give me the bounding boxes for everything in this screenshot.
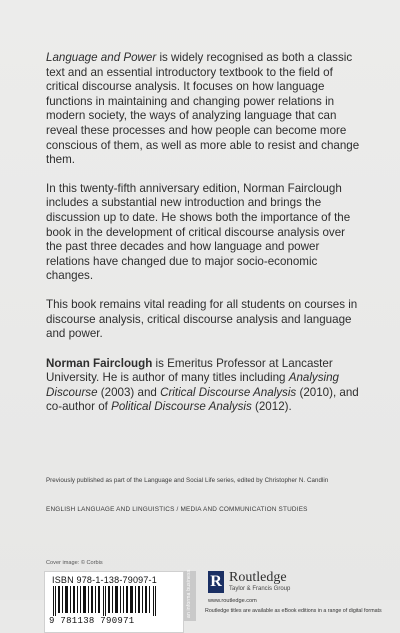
author-book-1: Analysing Discourse [46,371,339,399]
author-book-2: Critical Discourse Analysis [160,385,297,399]
informa-tagline: an informa business [186,569,192,618]
subject-category: ENGLISH LANGUAGE AND LINGUISTICS / MEDIA AND COMMUNICATION STUDIES [46,506,308,513]
blurb-paragraph-2: In this twenty-fifth anniversary edition, Norman Fairclough includes a substantial new introduction and brings the discussion up to date. He shows both the importance of the book in the development of critical discourse analysis over the past three decades and how language and power relations have changed due to major socio-economic changes. [46,181,351,283]
publisher-block [208,571,358,611]
routledge-logo-icon: R [208,571,224,593]
book-title-italic: Language and Power [46,51,157,64]
author-book-3: Political Discourse Analysis [111,400,252,414]
publisher-name: Routledge [229,570,287,585]
blurb-paragraph-3: This book remains vital reading for all students on courses in discourse analysis, critical discourse analysis and language and power. [46,297,358,341]
ebook-note: Routledge titles are available as eBook editions in a range of digital formats [205,608,382,614]
publisher-url: www.routledge.com [208,598,257,604]
author-name: Norman Fairclough [46,356,153,370]
publisher-group: Taylor & Francis Group [229,586,291,592]
isbn-digits: 9 781138 790971 [49,616,135,626]
cover-credit: Cover image: © Corbis [46,560,103,566]
blurb [46,51,364,429]
isbn-label: ISBN 978-1-138-79097-1 [52,575,157,585]
barcode-bars [53,586,157,616]
blurb-paragraph-1: Language and Power is widely recognised as both a classic text and an essential introductory textbook to the field of critical discourse analysis. It focuses on how language functions in maintaining and changing power relations in modern society, the ways of analyzing language that can reveal these processes and how people can become more conscious of them, as well as more able to resist and change them. [46,51,360,167]
author-bio: Norman Fairclough is Emeritus Professor at Lancaster University. He is author of many titles including Analysing Discourse (2003) and Critical Discourse Analysis (2010), and co-author of Political Discourse Analysis (2012). [46,356,359,414]
previously-published-note: Previously published as part of the Language and Social Life series, edited by Christopher N. Candlin [46,477,329,484]
isbn-barcode [44,571,184,633]
